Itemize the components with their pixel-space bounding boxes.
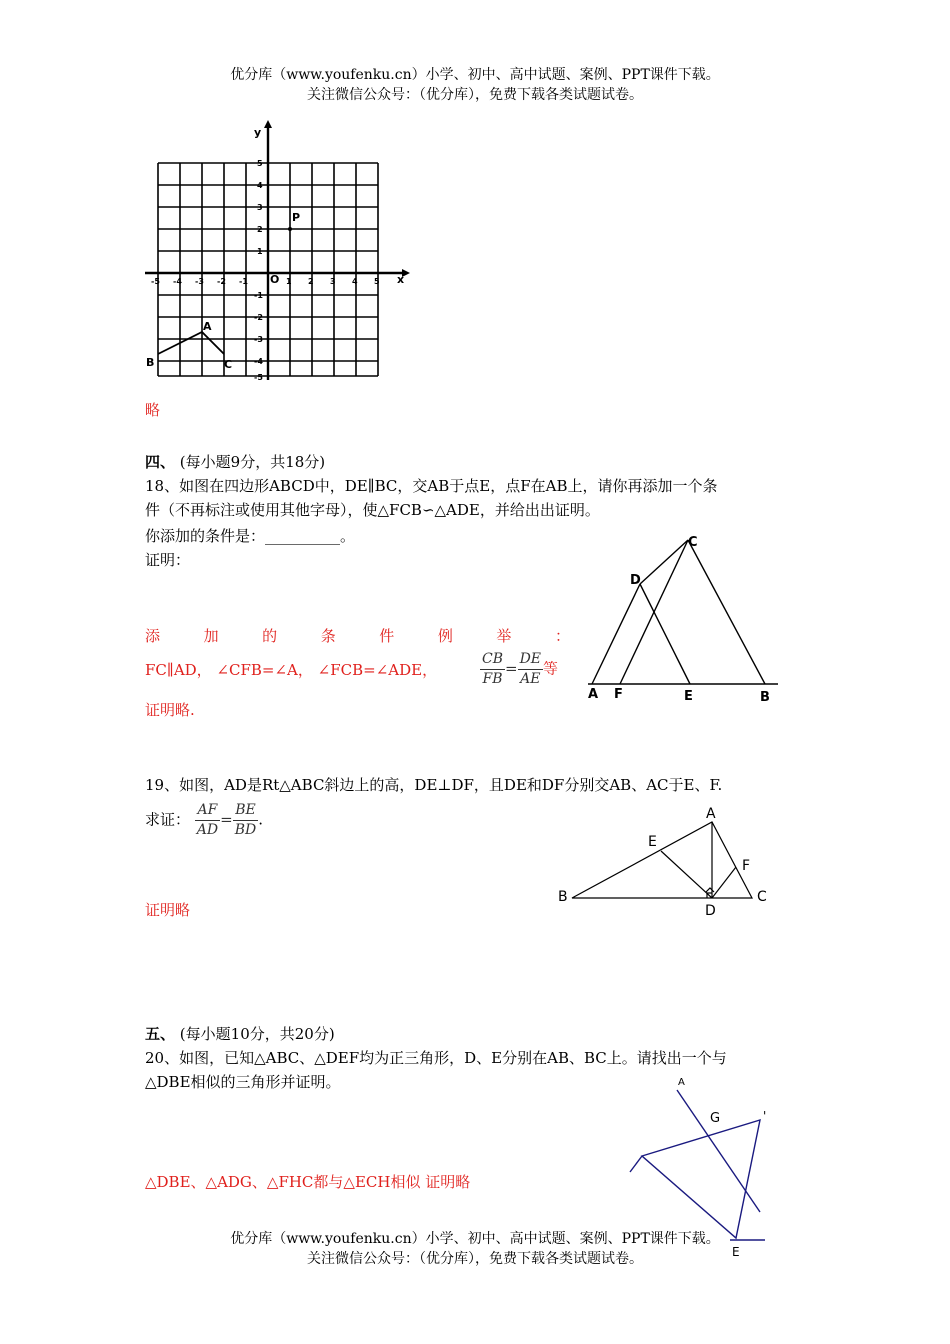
q18-equals: =	[505, 659, 518, 678]
x-tick-label: -2	[217, 277, 226, 286]
q20-label-g: G	[710, 1111, 721, 1126]
q18-answer-char: 件	[379, 627, 395, 645]
q19-fraction-be-bd: $\frac{BE}{BD}$	[234, 802, 257, 838]
q18-label-f: F	[614, 687, 623, 702]
point-a-label: A	[203, 320, 212, 333]
y-tick-label: 3	[257, 203, 263, 212]
y-tick-label: -5	[254, 373, 263, 382]
x-tick-label: 2	[308, 277, 314, 286]
footer-line-1: 优分库（www.youfenku.cn）小学、初中、高中试题、案例、PPT课件下载。	[230, 1231, 720, 1247]
y-tick-label: 1	[257, 247, 263, 256]
q19-right-triangle-figure	[550, 800, 790, 920]
header-line-1: 优分库（www.youfenku.cn）小学、初中、高中试题、案例、PPT课件下载。	[230, 67, 720, 83]
x-tick-labels	[151, 277, 380, 286]
x-tick-label: 5	[374, 277, 380, 286]
q20-line-2: △DBE相似的三角形并证明。	[145, 1073, 341, 1091]
q19-prefix: 求证：	[145, 810, 191, 829]
q19-equals: =	[220, 810, 233, 829]
section-5-note: (每小题10分，共20分)	[179, 1025, 335, 1043]
q20-answer: △DBE、△ADG、△FHC都与△ECH相似 证明略	[145, 1173, 471, 1191]
q18-fraction-cb-fb: $\frac{CB}{FB}$	[482, 651, 503, 687]
q18-answer-char: 条	[320, 627, 336, 645]
point-p-label: P	[292, 211, 301, 224]
section-4-heading: 四、	[145, 453, 176, 471]
q19-label-a: A	[706, 806, 716, 822]
q19-line-1: 19、如图，AD是Rt△ABC斜边上的高，DE⊥DF，且DE和DF分别交AB、AC于E、F.	[145, 776, 723, 794]
y-tick-label: -2	[254, 313, 263, 322]
q18-label-b: B	[760, 690, 770, 705]
q19-proof-statement	[145, 802, 263, 839]
q19-label-f: F	[742, 858, 751, 874]
y-tick-label: 5	[257, 159, 263, 168]
point-p	[288, 227, 292, 231]
q19-suffix: .	[258, 810, 264, 829]
triangle-abc	[158, 332, 224, 354]
q18-answer-fraction	[480, 651, 558, 688]
q18-answer-char: 添	[145, 627, 161, 645]
x-axis-label: x	[397, 273, 405, 286]
x-tick-label: -5	[151, 277, 160, 286]
q18-line-1: 18、如图在四边形ABCD中，DE∥BC，交AB于点E，点F在AB上，请你再添加一个条	[145, 477, 718, 495]
point-b-label: B	[146, 356, 155, 369]
point-c-label: C	[224, 358, 233, 371]
q17-answer: 略	[145, 401, 161, 419]
q18-answer-char: 举	[496, 627, 512, 645]
x-tick-label: -3	[195, 277, 204, 286]
q18-answer-char: 例	[437, 627, 453, 645]
x-tick-label: 4	[352, 277, 358, 286]
q20-line-1: 20、如图，已知△ABC、△DEF均为正三角形，D、E分别在AB、BC上。请找出一个与	[145, 1049, 727, 1067]
y-tick-label: -4	[254, 357, 263, 366]
q18-line-4: 证明：	[145, 551, 191, 569]
q18-label-d: D	[630, 573, 641, 588]
y-tick-label: -1	[254, 291, 263, 300]
q18-label-a: A	[588, 687, 599, 702]
q18-line-2: 件（不再标注或使用其他字母），使△FCB∽△ADE，并给出出证明。	[145, 501, 600, 519]
q20-label-a: A	[678, 1077, 685, 1088]
q18-answer-suffix: 等	[543, 659, 559, 678]
q18-quadrilateral-figure	[580, 528, 790, 708]
y-axis-label: y	[254, 126, 262, 139]
section-5-heading-row	[145, 1024, 335, 1044]
q19-label-c: C	[757, 889, 767, 905]
q19-label-e: E	[648, 834, 657, 850]
x-tick-label: -4	[173, 277, 182, 286]
coordinate-grid-figure	[140, 118, 415, 386]
y-tick-label: 2	[257, 225, 263, 234]
section-4-heading-row	[145, 452, 325, 472]
q19-fraction-af-ad: $\frac{AF}{AD}$	[196, 802, 219, 838]
y-tick-label: 4	[257, 181, 263, 190]
x-tick-label: 1	[286, 277, 292, 286]
q18-label-e: E	[684, 689, 693, 704]
q18-answer-char: ：	[554, 627, 570, 645]
origin-label: O	[270, 273, 280, 286]
q18-answer-line-1	[145, 626, 570, 646]
y-tick-label: -3	[254, 335, 263, 344]
q19-label-d: D	[705, 903, 716, 919]
q18-answer-char: 加	[203, 627, 219, 645]
y-tick-labels	[254, 159, 263, 382]
q18-answer-line-3: 证明略.	[145, 701, 195, 719]
section-4-note: (每小题9分，共18分)	[179, 453, 326, 471]
q18-answer-line-2: FC∥AD， ∠CFB=∠A， ∠FCB=∠ADE，	[145, 661, 438, 679]
q18-line-3: 你添加的条件是：__________。	[145, 527, 356, 545]
q18-answer-char: 的	[262, 627, 278, 645]
q19-answer: 证明略	[145, 901, 191, 919]
q20-label-e: E	[732, 1245, 740, 1259]
header-line-2: 关注微信公众号：（优分库），免费下载各类试题试卷。	[307, 87, 643, 103]
footer-line-2: 关注微信公众号：（优分库），免费下载各类试题试卷。	[307, 1251, 643, 1267]
x-tick-label: -1	[239, 277, 248, 286]
q20-label-tick: '	[763, 1109, 767, 1123]
q19-label-b: B	[558, 889, 568, 905]
y-axis-arrow-icon	[264, 120, 272, 128]
q18-label-c: C	[688, 535, 698, 550]
section-5-heading: 五、	[145, 1025, 176, 1043]
q18-fraction-de-ae: $\frac{DE}{AE}$	[519, 651, 542, 687]
x-tick-label: 3	[330, 277, 336, 286]
